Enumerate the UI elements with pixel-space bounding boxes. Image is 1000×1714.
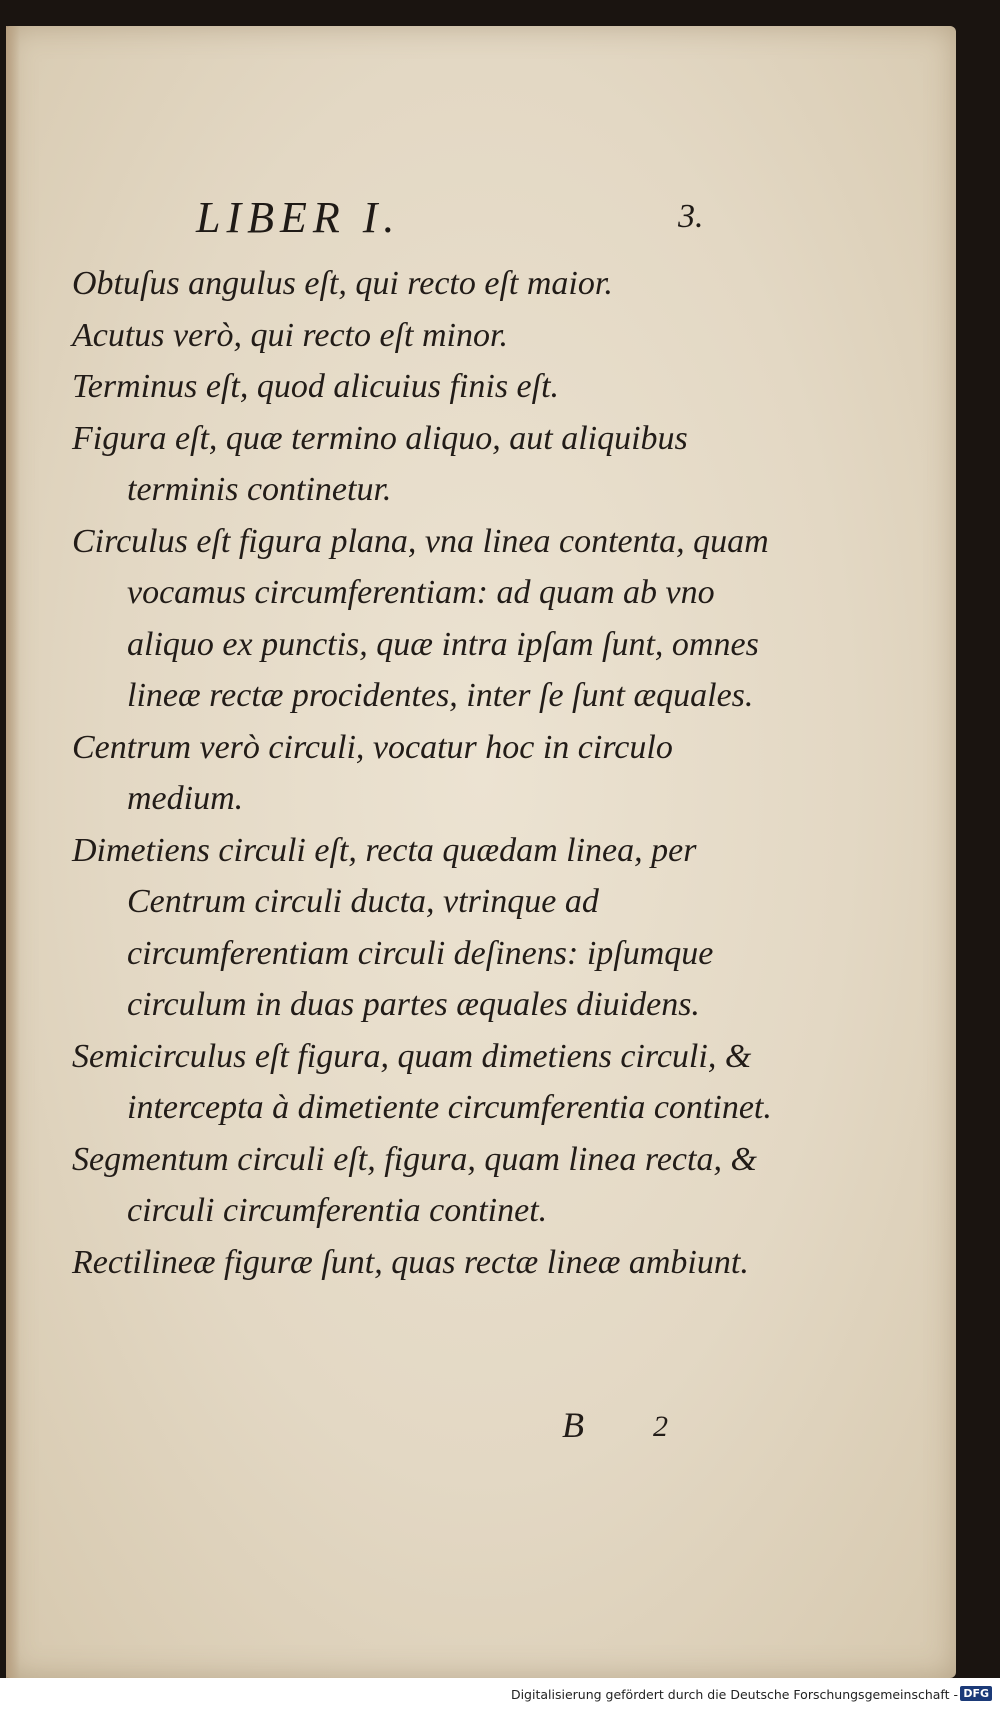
definition-semicircle: Semicirculus eſt figura, quam dimetiens circuli, & intercepta à dimetiente circumferentia continet. — [72, 1037, 772, 1126]
signature-mark-number: 2 — [653, 1410, 668, 1443]
dfg-logo: DFG — [960, 1686, 992, 1701]
definition-obtuse-angle: Obtuſus angulus eſt, qui recto eſt maior. — [72, 265, 613, 302]
signature-mark-letter: B — [562, 1405, 584, 1445]
definition-figure: Figura eſt, quæ termino aliquo, aut aliquibus terminis continetur. — [72, 419, 688, 508]
page-header — [6, 192, 956, 252]
definition-acute-angle: Acutus verò, qui recto eſt minor. — [72, 316, 508, 354]
definition-segment: Segmentum circuli eſt, figura, quam linea recta, & circuli circumferentia continet. — [72, 1140, 757, 1229]
definition-center: Centrum verò circuli, vocatur hoc in circulo medium. — [72, 728, 673, 817]
page-number: 3. — [678, 198, 704, 235]
definition-diameter: Dimetiens circuli eſt, recta quædam linea, per Centrum circuli ducta, vtrinque ad circumferentiam circuli deſinens: ipſumque circulum in duas partes æquales diuidens. — [72, 831, 714, 1023]
funding-credit: Digitalisierung gefördert durch die Deutsche Forschungsgemeinschaft - — [510, 1687, 958, 1702]
footer-strip — [0, 1678, 1000, 1714]
book-page — [6, 26, 956, 1678]
running-title: LIBER I. — [196, 193, 401, 242]
definition-rectilinear-figures: Rectilineæ figuræ ſunt, quas rectæ lineæ ambiunt. — [72, 1243, 749, 1281]
definition-circle: Circulus eſt figura plana, vna linea contenta, quam vocamus circumferentiam: ad quam ab vno aliquo ex punctis, quæ intra ipſam ſunt, omnes lineæ rectæ procidentes, inter ſe ſunt æquales. — [72, 522, 769, 714]
body-text — [72, 258, 772, 1288]
definition-terminus: Terminus eſt, quod alicuius finis eſt. — [72, 368, 560, 405]
